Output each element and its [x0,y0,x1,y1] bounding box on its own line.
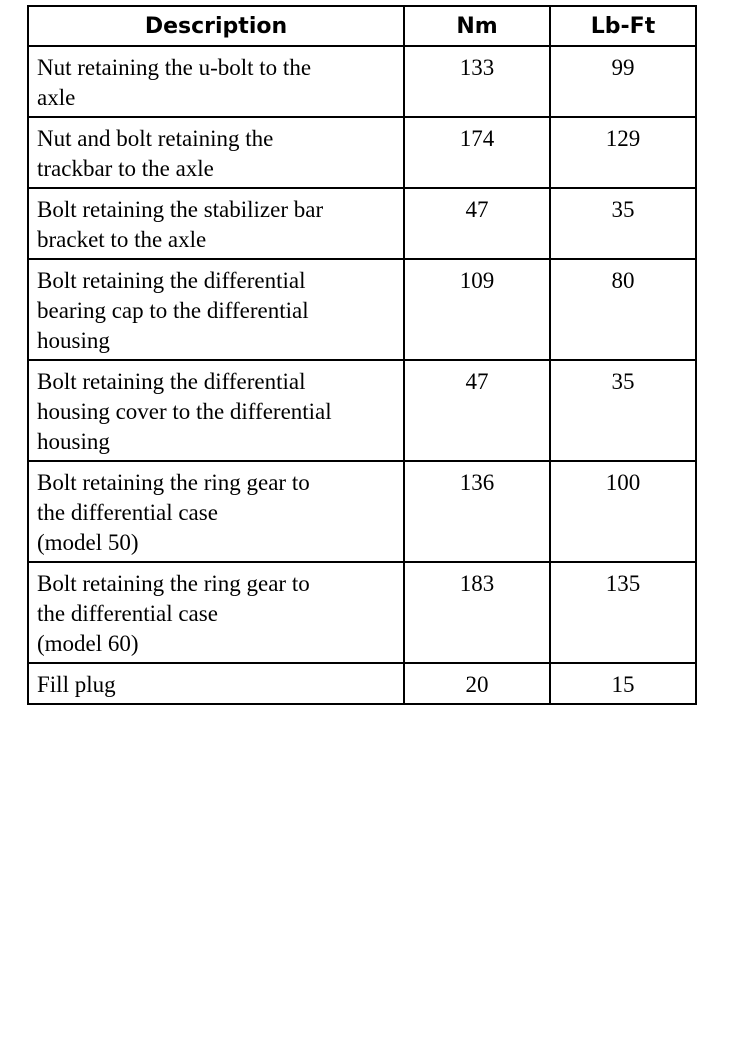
description-cell [28,117,404,188]
description-line: Bolt retaining the differential [37,268,306,293]
nm-value-cell: 47 [404,360,550,461]
description-line: Bolt retaining the ring gear to [37,470,310,495]
table-row [28,663,696,704]
nm-value-cell: 133 [404,46,550,117]
lbft-value-cell: 15 [550,663,696,704]
description-line: Nut retaining the u-bolt to the [37,55,312,80]
description-cell [28,46,404,117]
lbft-value-cell: 135 [550,562,696,663]
description-line: Bolt retaining the differential [37,369,306,394]
table-row [28,461,696,562]
description-line: Bolt retaining the ring gear to [37,571,310,596]
lbft-value-cell: 100 [550,461,696,562]
description-line: the differential case [37,500,218,525]
description-cell [28,360,404,461]
description-line: Nut and bolt retaining the [37,126,274,151]
lbft-value-cell: 99 [550,46,696,117]
nm-value-cell: 136 [404,461,550,562]
lbft-value-cell: 80 [550,259,696,360]
table-row [28,562,696,663]
description-cell [28,461,404,562]
description-line: bearing cap to the differential [37,298,309,323]
nm-column-header: Nm [404,6,550,46]
description-line: (model 50) [37,530,139,555]
description-cell [28,562,404,663]
table-row [28,46,696,117]
description-line: trackbar to the axle [37,156,214,181]
description-line: (model 60) [37,631,139,656]
lbft-value-cell: 129 [550,117,696,188]
description-line: bracket to the axle [37,227,207,252]
nm-value-cell: 183 [404,562,550,663]
description-line: housing cover to the differential [37,399,332,424]
description-line: Fill plug [37,672,116,697]
description-cell [28,663,404,704]
table-header-row [28,6,696,46]
nm-value-cell: 20 [404,663,550,704]
description-line: housing [37,429,110,454]
table-row [28,188,696,259]
torque-specifications-table [27,5,697,705]
description-line: Bolt retaining the stabilizer bar [37,197,324,222]
description-line: axle [37,85,76,110]
lbft-value-cell: 35 [550,360,696,461]
lbft-value-cell: 35 [550,188,696,259]
description-column-header: Description [28,6,404,46]
description-line: housing [37,328,110,353]
description-line: the differential case [37,601,218,626]
table-row [28,259,696,360]
table-row [28,117,696,188]
description-cell [28,188,404,259]
nm-value-cell: 174 [404,117,550,188]
lbft-column-header: Lb-Ft [550,6,696,46]
table-body [28,46,696,704]
description-cell [28,259,404,360]
table-row [28,360,696,461]
nm-value-cell: 47 [404,188,550,259]
nm-value-cell: 109 [404,259,550,360]
